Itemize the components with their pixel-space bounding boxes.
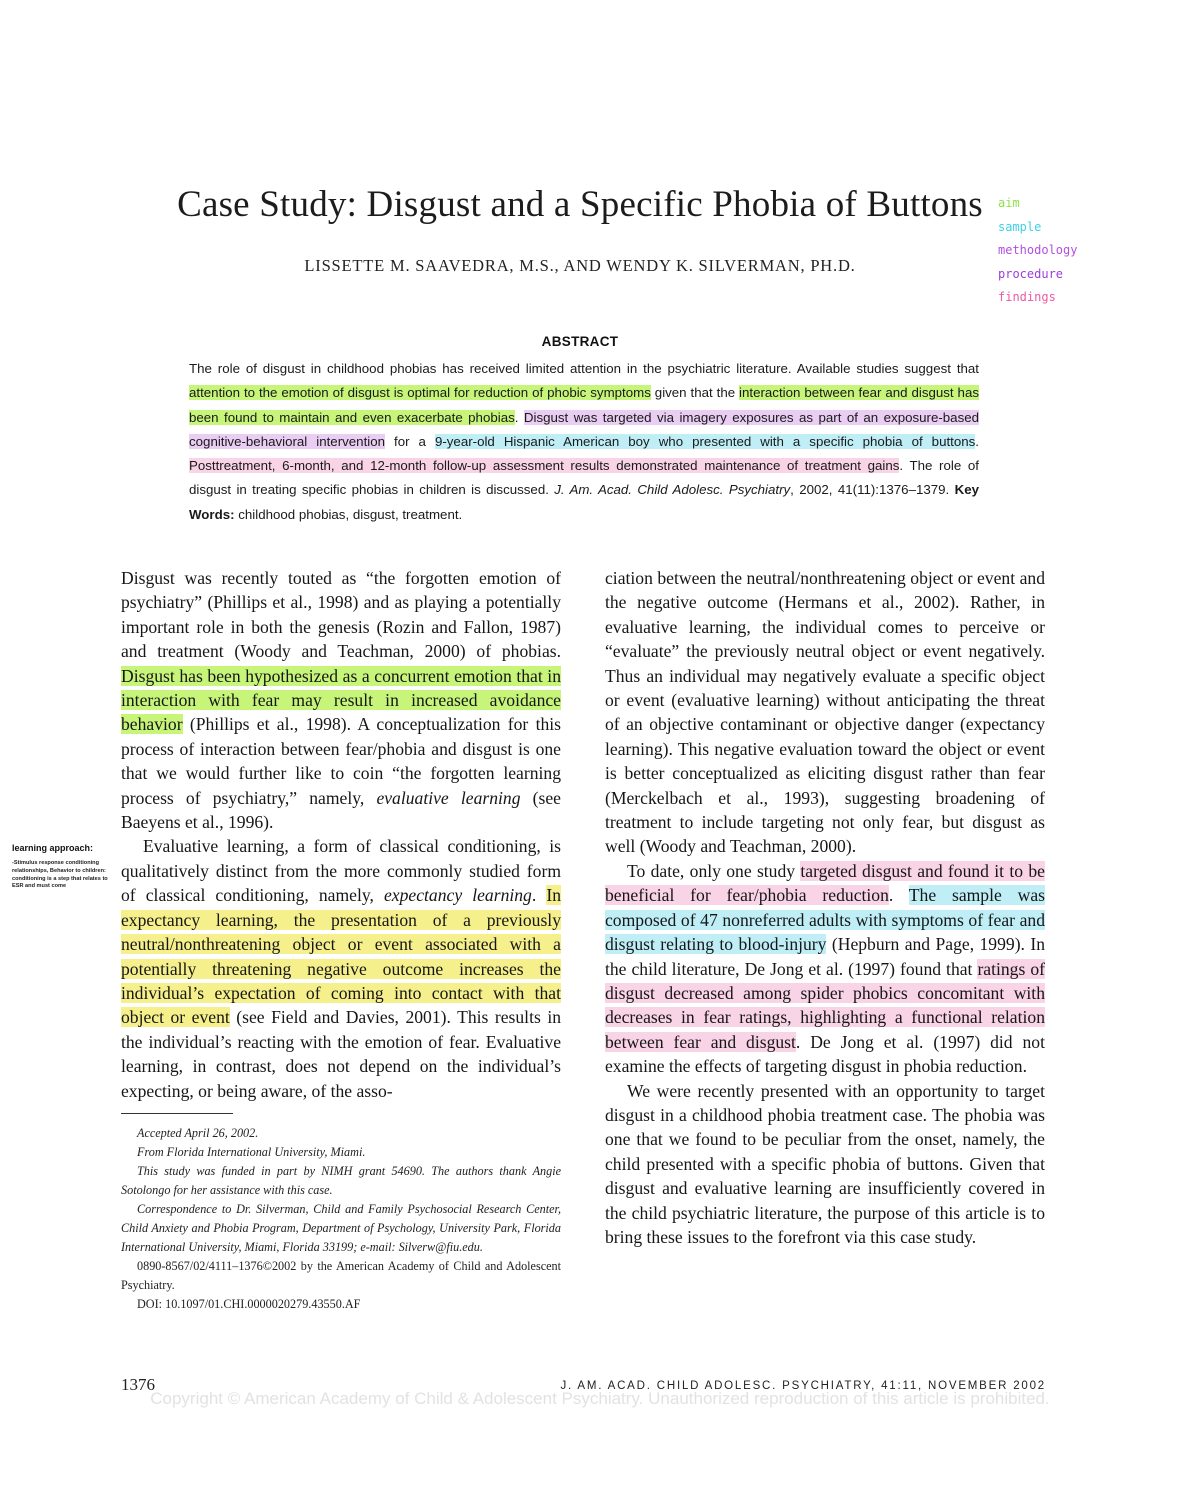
text-run: (see Baeyens et al., 1996). <box>121 787 561 833</box>
margin-note-text: -Stimulus response conditioning relationships, Behavior to children: conditioning is a step that relates to ESR and must come <box>12 860 108 890</box>
italic-term: evaluative learning <box>376 787 521 808</box>
paragraph: ciation between the neutral/nonthreatening object or event and the negative outcome (Hermans et al., 2002). Rather, in evaluative learning, the individual comes to perceive or “evaluate” the previously neutral object or event negatively. Thus an individual may negatively evaluate a specific object or event (evaluative learning) without anticipating the threat of an objective contaminant or objective danger (expectancy learning). This negative evaluation toward the object or event is better conceptualized as eliciting disgust rather than fear (Merckelbach et al., 1993), suggesting broadening of treatment to include targeting not only fear, but disgust as well (Woody and Teachman, 2000). <box>605 568 1045 857</box>
highlight-sample: The sample was composed of 47 nonreferred adults with symptoms of fear and disgust relating to blood-injury <box>605 885 1045 955</box>
text-run: Evaluative learning, a form of classical conditioning, is qualitatively distinct from the more commonly studied form of classical conditioning, namely, <box>121 836 561 906</box>
highlight-aim: attention to the emotion of disgust is optimal for reduction of phobic symptoms <box>189 385 651 401</box>
abstract-citation: J. Am. Acad. Child Adolesc. Psychiatry <box>554 482 791 498</box>
legend-item-sample: sample <box>998 219 1042 234</box>
highlight-findings: targeted disgust and found it to be beneficial for fear/phobia reduction <box>605 860 1045 906</box>
abstract-text: given that the <box>650 385 740 401</box>
abstract-text: . The role of disgust in treating specific phobias in children is discussed. <box>189 458 979 498</box>
text-run: (Phillips et al., 1998). A conceptualization for this process of interaction between fear/phobia and disgust is one that we would further like to coin “the forgotten learning process of psychiatry,” namely, <box>121 714 561 808</box>
legend-item-procedure: procedure <box>998 266 1064 281</box>
highlight-findings: Posttreatment, 6-month, and 12-month follow-up assessment results demonstrated maintenance of treatment gains <box>189 458 900 474</box>
highlight-findings: ratings of disgust decreased among spider phobics concomitant with decreases in fear ratings, highlighting a functional relation between fear and disgust <box>605 958 1045 1052</box>
footnote-issn: 0890-8567/02/4111–1376©2002 by the American Academy of Child and Adolescent Psychiatry. <box>121 1259 561 1292</box>
abstract-body <box>189 357 979 527</box>
paragraph <box>121 834 561 1102</box>
italic-term: expectancy learning <box>384 885 532 906</box>
legend-item-findings: findings <box>998 290 1056 304</box>
footnote-correspondence: Correspondence to Dr. Silverman, Child and Family Psychosocial Research Center, Child Anxiety and Phobia Program, Department of Psychology, University Park, Florida International University, Miami, Florida 33199; e-mail: Silverw@fiu.edu. <box>121 1202 561 1254</box>
footnote-accepted: Accepted April 26, 2002. <box>137 1126 259 1140</box>
margin-note-label: learning approach: <box>12 843 94 853</box>
text-run: To date, only one study <box>627 860 801 881</box>
abstract-heading: ABSTRACT <box>541 334 619 349</box>
text-run: . <box>531 885 547 906</box>
footnote-funding: This study was funded in part by NIMH grant 54690. The authors thank Angie Sotolongo for her assistance with this case. <box>121 1164 561 1197</box>
footnote-divider <box>121 1113 233 1114</box>
keywords: childhood phobias, disgust, treatment. <box>234 506 463 522</box>
abstract-text: for a <box>385 433 435 449</box>
text-run: . De Jong et al. (1997) did not examine the effects of targeting disgust in phobia reduction. <box>605 1031 1045 1077</box>
paragraph <box>121 566 561 834</box>
journal-running-head: J. AM. ACAD. CHILD ADOLESC. PSYCHIATRY, 41:11, NOVEMBER 2002 <box>560 1380 1046 1392</box>
footnote-affiliation: From Florida International University, Miami. <box>137 1145 366 1159</box>
legend-item-aim: aim <box>998 196 1020 210</box>
highlight-aim: Disgust has been hypothesized as a concurrent emotion that in interaction with fear may result in increased avoidance behavior <box>121 665 561 735</box>
highlight-legend <box>998 192 1077 310</box>
right-column <box>605 566 1045 1249</box>
highlight-yellow: In expectancy learning, the presentation of a previously neutral/nonthreatening object or event associated with a potentially threatening negative outcome increases the individual’s expectation of coming into contact with that object or event <box>121 885 561 1028</box>
paragraph <box>605 859 1045 1079</box>
abstract-text: . <box>514 409 524 425</box>
text-run: (Hepburn and Page, 1999). In the child literature, De Jong et al. (1997) found that <box>605 934 1046 979</box>
text-run: (see Field and Davies, 2001). This results in the individual’s reacting with the emotion of fear. Evaluative learning, in contrast, does not depend on the individual’s expecting, or being aware, of the asso- <box>121 1007 561 1101</box>
abstract-text: The role of disgust in childhood phobias has received limited attention in the psychiatric literature. Available studies suggest that <box>189 361 979 376</box>
footnotes <box>121 1124 561 1314</box>
copyright-watermark: Copyright © American Academy of Child & Adolescent Psychiatry. Unauthorized reproduction of this article is prohibited. <box>150 1389 1050 1408</box>
left-column <box>121 566 561 1103</box>
page-number: 1376 <box>121 1375 155 1394</box>
text-run: Disgust was recently touted as “the forgotten emotion of psychiatry” (Phillips et al., 1998) and as playing a potentially important role in both the genesis (Rozin and Fallon, 1987) and treatment (Woody and Teachman, 2000) of phobias. <box>121 568 561 662</box>
footnote-doi: DOI: 10.1097/01.CHI.0000020279.43550.AF <box>137 1297 361 1311</box>
keywords-label: Key Words: <box>189 482 979 522</box>
abstract-text: . <box>975 433 979 449</box>
highlight-methodology: Disgust was targeted via imagery exposures as part of an exposure-based cognitive-behavioral intervention <box>189 409 980 449</box>
highlight-sample: 9-year-old Hispanic American boy who presented with a specific phobia of buttons <box>434 433 976 449</box>
article-authors: LISSETTE M. SAAVEDRA, M.S., AND WENDY K. SILVERMAN, PH.D. <box>304 256 856 275</box>
text-run: . <box>888 885 909 906</box>
article-title: Case Study: Disgust and a Specific Phobia of Buttons <box>177 184 983 225</box>
highlight-aim: interaction between fear and disgust has been found to maintain and even exacerbate phobias <box>189 385 980 425</box>
legend-item-methodology: methodology <box>998 243 1078 257</box>
abstract-citation-details: , 2002, 41(11):1376–1379. <box>790 482 955 498</box>
paragraph: We were recently presented with an opportunity to target disgust in a childhood phobia treatment case. The phobia was one that we found to be peculiar from the onset, namely, the child presented with a specific phobia of buttons. Given that disgust and evaluative learning are insufficiently covered in the child psychiatric literature, the purpose of this article is to bring these issues to the forefront via this case study. <box>605 1080 1045 1247</box>
